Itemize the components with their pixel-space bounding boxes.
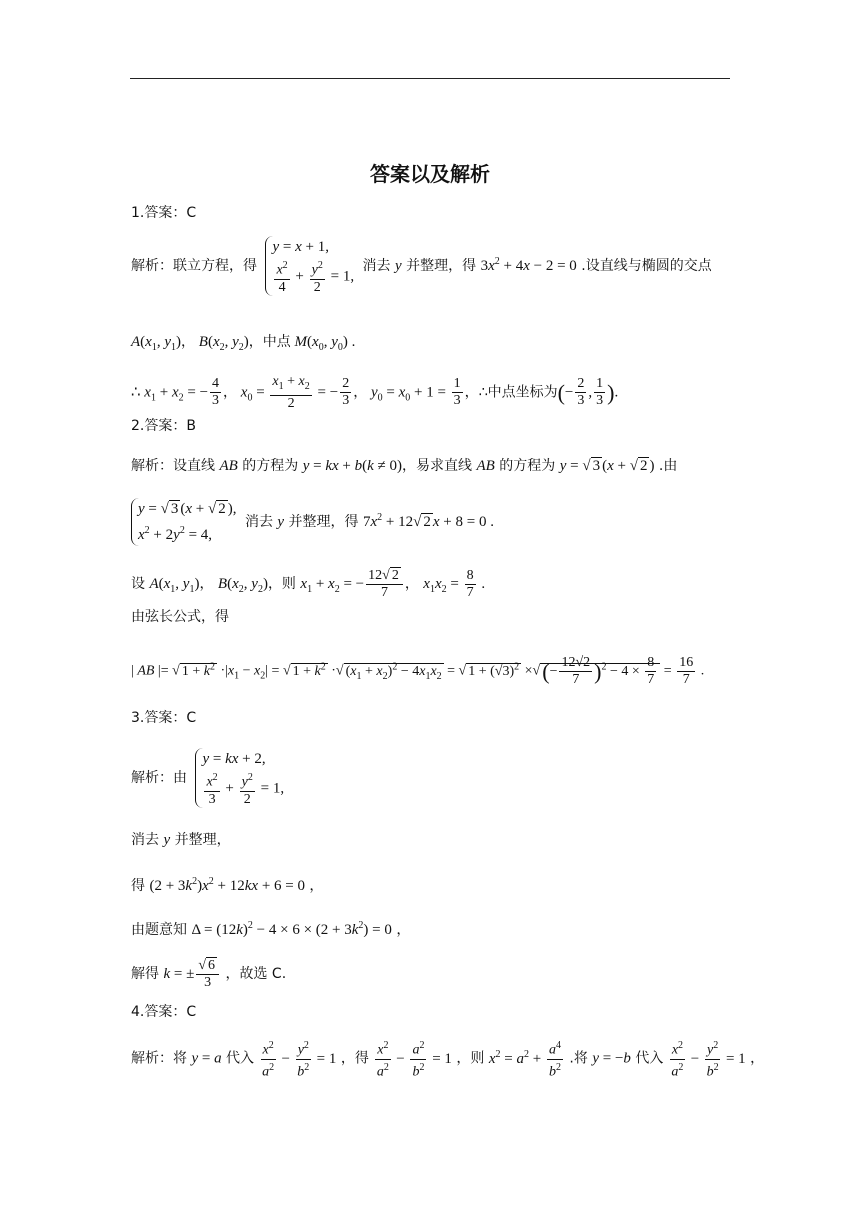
q3-line-3: 得 $(2 + 3k^2)x^2 + 12kx + 6 = 0$ ，: [131, 876, 324, 894]
q3-line-2: 消去 y 并整理，: [131, 832, 231, 848]
q1-line-2: $A(x_1$, $y_1$)， $B(x_2$, $y_2$)，中点 $M(x_0$, $y_0$) .: [131, 334, 356, 353]
q3-line-5: 解得 k = ± $\frac{√ 6}{3}$ ，故选 C.: [131, 958, 287, 990]
q4-line-1: 解析：将 y = a 代入 $\frac{x^2}{a^2}$ − $\frac{y^2}{b^2}$ = 1 ，得 $\frac{x^2}{a^2}$ − $\frac{a^2}{b^2}$ = 1 ，则 $x^2 = a^2$ + $\frac{a^4}{b^2}$ .将 y = −b 代入 $\frac{x^2}{a^2}$ − $\frac{y^2}{b^2}$ = 1 ，: [131, 1040, 765, 1080]
q2-line-5: | AB |= √ $1 + k^2 \cdot|x_1 - x_2|$ = √ $1 + k^2$ ·√ $(x_1 + x_2)^2 - 4x_1x_2$ = √ $1 + (√3)^2$ ×√(− $\frac{12√2}{7}$ )$^2$ − 4 × $\frac{8}{7}$ = $\frac{16}{7}$ .: [131, 655, 705, 687]
q2-line-3: 设 $A(x_1$, $y_1$)， $B(x_2$, $y_2$)，则 $x_1 + x_2$ = − $\frac{12√ 2}{7}$ ， $x_1x_2$ = $\frac{8}{7}$ .: [131, 568, 486, 600]
q2-line-2: y = √ 3 (x + √ 2 ), $x^2 + 2y^2 = 4$, 消去 y 并整理，得 $7x^2 + 12√$ 2 x + 8 = 0 .: [131, 498, 494, 546]
q2-system: y = √ 3 (x + √ 2 ), $x^2 + 2y^2 = 4$,: [131, 498, 237, 546]
q2-answer: 2.答案：B: [131, 418, 196, 434]
q2-line-4: 由弦长公式，得: [131, 609, 229, 625]
q1-line-3: ∴ $x_1 + x_2$ = − $\frac{4}{3}$ ， $x_0$ = $\frac{x_1 + x_2}{2}$ = − $\frac{2}{3}$ ， $y_0 = x_0 + 1$ = $\frac{1}{3}$ ，∴中点坐标为(− $\frac{2}{3}$ , $\frac{1}{3}$ ).: [131, 374, 619, 411]
q3-system: y = kx + 2, $\frac{x^2}{3}$ + $\frac{y^2}{2}$ = 1,: [195, 748, 284, 808]
q2-line-1: 解析：设直线 AB 的方程为 y = kx + b(k ≠ 0)，易求直线 AB 的方程为 y = √ 3 (x + √ 2 ) .由: [131, 458, 678, 474]
q1-answer: 1.答案：C: [131, 205, 197, 221]
q1-line-1: 解析：联立方程，得 y = x + 1, $\frac{x^2}{4}$ + $\frac{y^2}{2}$ = 1, 消去 y 并整理，得 $3x^2 + 4x - 2 = 0$ .设直线与椭圆的交点: [131, 236, 712, 296]
q3-line-4: 由题意知 $\Delta = (12k)^2 - 4 \times 6 \times (2 + 3k^2) = 0$ ，: [131, 920, 411, 938]
q3-line-1: 解析：由 y = kx + 2, $\frac{x^2}{3}$ + $\frac{y^2}{2}$ = 1,: [131, 748, 288, 808]
page-title: 答案以及解析: [370, 162, 490, 186]
q4-answer: 4.答案：C: [131, 1004, 197, 1020]
q1-system: y = x + 1, $\frac{x^2}{4}$ + $\frac{y^2}{2}$ = 1,: [265, 236, 354, 296]
q3-answer: 3.答案：C: [131, 710, 197, 726]
header-rule: [130, 78, 730, 79]
